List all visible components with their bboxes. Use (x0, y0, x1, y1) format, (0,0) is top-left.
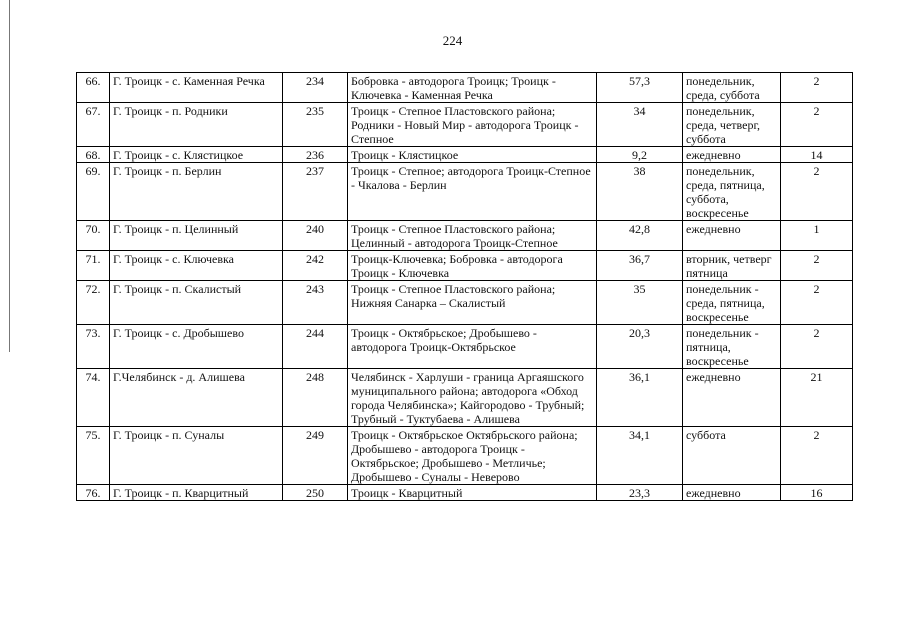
route-name: Г. Троицк - с. Дробышево (110, 325, 283, 369)
route-name: Г. Троицк - п. Суналы (110, 427, 283, 485)
table-row (77, 281, 853, 325)
route-trips: 16 (781, 485, 853, 501)
route-name: Г. Троицк - п. Скалистый (110, 281, 283, 325)
route-name: Г. Троицк - с. Ключевка (110, 251, 283, 281)
route-length: 36,1 (597, 369, 683, 427)
route-path: Троицк - Кварцитный (348, 485, 597, 501)
route-path: Челябинск - Харлуши - граница Аргаяшского муниципального района; автодорога «Обход города Челябинска»; Кайгородово - Трубный; Трубный - Туктубаева - Алишева (348, 369, 597, 427)
route-days: ежедневно (683, 221, 781, 251)
route-length: 57,3 (597, 73, 683, 103)
table-row (77, 163, 853, 221)
route-days: понедельник, среда, четверг, суббота (683, 103, 781, 147)
route-length: 35 (597, 281, 683, 325)
row-number: 74. (77, 369, 110, 427)
page-number: 224 (442, 33, 463, 48)
route-path: Троицк - Октябрьское; Дробышево - автодорога Троицк-Октябрьское (348, 325, 597, 369)
route-length: 34 (597, 103, 683, 147)
route-path: Троицк-Ключевка; Бобровка - автодорога Троицк - Ключевка (348, 251, 597, 281)
route-path: Троицк - Клястицкое (348, 147, 597, 163)
route-length: 23,3 (597, 485, 683, 501)
route-days: понедельник, среда, суббота (683, 73, 781, 103)
table-row (77, 147, 853, 163)
row-number: 68. (77, 147, 110, 163)
route-trips: 2 (781, 251, 853, 281)
route-path: Троицк - Степное Пластовского района; Нижняя Санарка – Скалистый (348, 281, 597, 325)
route-days: понедельник, среда, пятница, суббота, воскресенье (683, 163, 781, 221)
route-days: понедельник - пятница, воскресенье (683, 325, 781, 369)
table-row (77, 485, 853, 501)
table-row (77, 369, 853, 427)
route-name: Г. Троицк - п. Берлин (110, 163, 283, 221)
row-number: 71. (77, 251, 110, 281)
table-row (77, 73, 853, 103)
route-number: 237 (283, 163, 348, 221)
route-length: 9,2 (597, 147, 683, 163)
route-length: 36,7 (597, 251, 683, 281)
row-number: 75. (77, 427, 110, 485)
route-name: Г. Троицк - п. Кварцитный (110, 485, 283, 501)
route-days: ежедневно (683, 369, 781, 427)
route-trips: 14 (781, 147, 853, 163)
route-number: 235 (283, 103, 348, 147)
table-row (77, 325, 853, 369)
route-name: Г. Троицк - п. Родники (110, 103, 283, 147)
route-path: Троицк - Степное; автодорога Троицк-Степное - Чкалова - Берлин (348, 163, 597, 221)
route-number: 240 (283, 221, 348, 251)
row-number: 69. (77, 163, 110, 221)
route-number: 248 (283, 369, 348, 427)
route-days: суббота (683, 427, 781, 485)
row-number: 70. (77, 221, 110, 251)
route-trips: 21 (781, 369, 853, 427)
route-days: понедельник - среда, пятница, воскресенье (683, 281, 781, 325)
route-name: Г. Троицк - с. Каменная Речка (110, 73, 283, 103)
row-number: 76. (77, 485, 110, 501)
route-length: 38 (597, 163, 683, 221)
table-row (77, 221, 853, 251)
route-trips: 2 (781, 427, 853, 485)
route-path: Троицк - Степное Пластовского района; Родники - Новый Мир - автодорога Троицк - Степное (348, 103, 597, 147)
margin-line (9, 0, 10, 352)
route-trips: 2 (781, 103, 853, 147)
routes-table (76, 72, 853, 501)
route-trips: 2 (781, 281, 853, 325)
route-length: 34,1 (597, 427, 683, 485)
route-trips: 1 (781, 221, 853, 251)
route-days: вторник, четверг пятница (683, 251, 781, 281)
row-number: 66. (77, 73, 110, 103)
route-path: Троицк - Октябрьское Октябрьского района; Дробышево - автодорога Троицк - Октябрьское; Дробышево - Метличье; Дробышево - Суналы - Неверово (348, 427, 597, 485)
route-name: Г. Троицк - п. Целинный (110, 221, 283, 251)
row-number: 73. (77, 325, 110, 369)
route-number: 243 (283, 281, 348, 325)
routes-table-body (77, 73, 853, 501)
row-number: 67. (77, 103, 110, 147)
route-number: 236 (283, 147, 348, 163)
table-row (77, 251, 853, 281)
row-number: 72. (77, 281, 110, 325)
route-path: Троицк - Степное Пластовского района; Целинный - автодорога Троицк-Степное (348, 221, 597, 251)
route-name: Г.Челябинск - д. Алишева (110, 369, 283, 427)
route-number: 234 (283, 73, 348, 103)
table-row (77, 103, 853, 147)
route-length: 42,8 (597, 221, 683, 251)
route-number: 244 (283, 325, 348, 369)
route-days: ежедневно (683, 485, 781, 501)
route-days: ежедневно (683, 147, 781, 163)
route-length: 20,3 (597, 325, 683, 369)
route-path: Бобровка - автодорога Троицк; Троицк - Ключевка - Каменная Речка (348, 73, 597, 103)
table-row (77, 427, 853, 485)
route-name: Г. Троицк - с. Клястицкое (110, 147, 283, 163)
route-trips: 2 (781, 73, 853, 103)
route-trips: 2 (781, 163, 853, 221)
route-number: 242 (283, 251, 348, 281)
route-number: 250 (283, 485, 348, 501)
route-trips: 2 (781, 325, 853, 369)
route-number: 249 (283, 427, 348, 485)
